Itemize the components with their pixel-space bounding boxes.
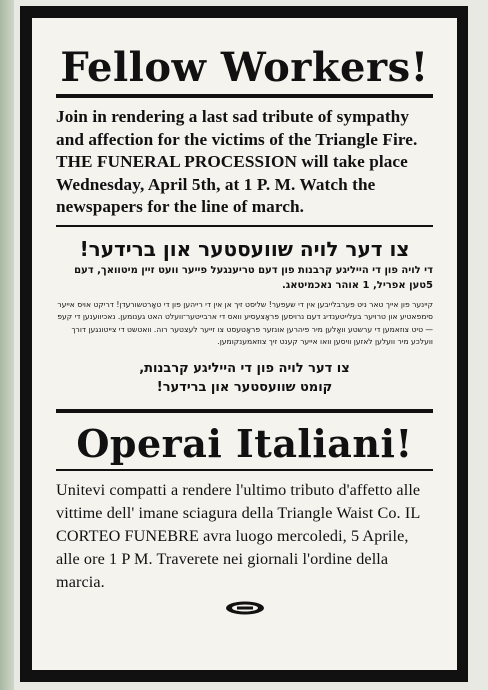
yiddish-closing-line-1: צו דער לויה פון די הייליגע קרבנות, bbox=[139, 360, 350, 376]
yiddish-closing-line-2: קומט שוועסטער און ברידער! bbox=[156, 379, 333, 395]
english-paragraph: Join in rendering a last sad tribute of sympathy and affection for the victims of the Triangle Fire. THE FUNERAL PROCESSION will take place Wednesday, April 5th, at 1 P. M. Watch the newspapers for the line of march. bbox=[56, 107, 418, 216]
yiddish-closing bbox=[56, 359, 433, 397]
divider-rule bbox=[56, 409, 433, 413]
english-headline: Fellow Workers! bbox=[60, 44, 429, 91]
union-label-emblem bbox=[224, 600, 266, 616]
italian-paragraph: Unitevi compatti a rendere l'ultimo tributo d'affetto alle vittime dell' imane sciagura della Triangle Waist Co. IL CORTEO FUNEBRE avra luogo mercoledi, 5 Aprile, alle ore 1 P M. Traverete nei giornali l'ordine della marcia. bbox=[56, 480, 421, 591]
photo-backdrop bbox=[0, 0, 14, 690]
yiddish-small-print: קיינער פון אייך טאר ניט פערבלייבען אין די שעפער! שליסט זיך אן אין די רייהען פון די טאָרטשורעדן! דריקט אויס אייער סימפאטיע און טרויער בעלייטענדיג דעם נרויסען פראָצעסיע וואס די ארבייטער־וועלט האט גענומען. נאכיווענען די קעפ — טיט צוזאמען די ערשטע וואָלען מיר פיהרען אונזער פראָטעסט צו זייער לעצטער רוה. וואטשט די צייטונגען דורך וועלכע מיר וועלען לאזען וויסען וואו אייער קענט זיך צוזאמענקומען. bbox=[57, 299, 433, 346]
yiddish-headline: צו דער לויה שוועסטער און ברידער! bbox=[79, 236, 410, 261]
yiddish-body: די לויה פון די הייליגע קרבנות פון דעם טריענגעל פייער וועט זיין מיטוואך, דעם 5טען אפריל, 1 אוהר נאכמיטאג. bbox=[74, 264, 433, 291]
divider-rule bbox=[56, 225, 433, 227]
divider-rule bbox=[56, 469, 433, 471]
poster bbox=[32, 18, 457, 670]
divider-rule bbox=[56, 94, 433, 98]
poster-frame bbox=[20, 6, 468, 682]
italian-headline: Operai Italiani! bbox=[76, 420, 413, 466]
